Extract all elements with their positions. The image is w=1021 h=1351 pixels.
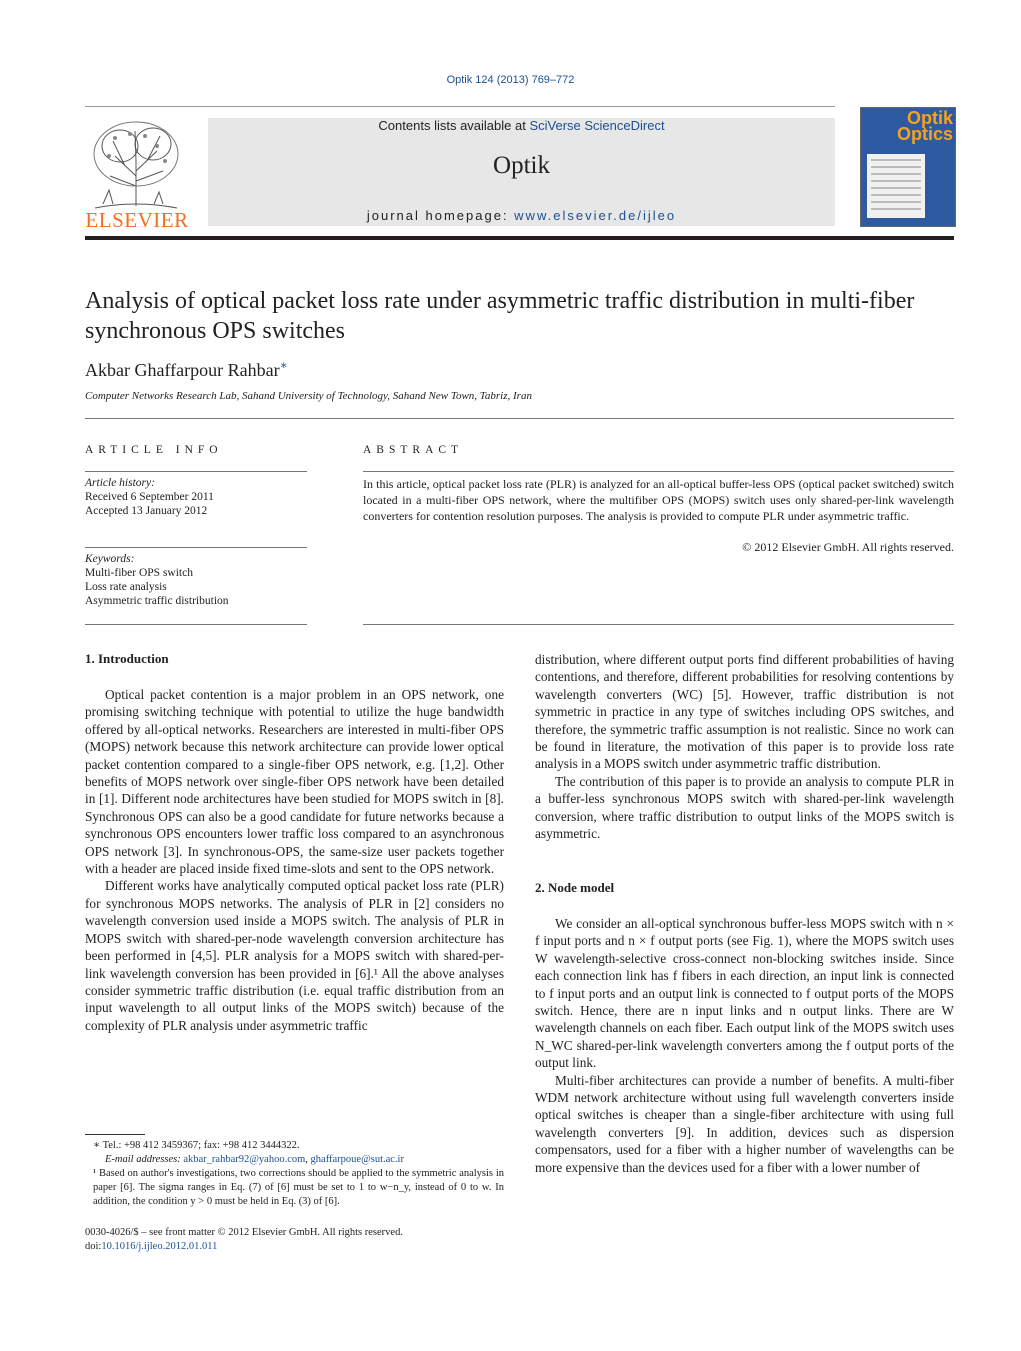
right-column-top	[535, 651, 954, 842]
journal-citation[interactable]: Optik 124 (2013) 769–772	[446, 74, 575, 86]
article-info-rule	[85, 471, 307, 472]
abstract-rule	[363, 471, 954, 472]
footnote-emails: E-mail addresses: akbar_rahbar92@yahoo.com, ghaffarpoue@sut.ac.ir	[105, 1154, 404, 1165]
doi-link[interactable]: 10.1016/j.ijleo.2012.01.011	[101, 1241, 218, 1252]
footnote-rule	[85, 1134, 145, 1135]
header-thick-rule	[85, 236, 954, 240]
footnotes	[85, 1139, 504, 1209]
keyword-item: Multi-fiber OPS switch	[85, 567, 193, 579]
homepage-link[interactable]: www.elsevier.de/ijleo	[514, 208, 677, 223]
contents-available-line: Contents lists available at SciVerse ScienceDirect	[378, 118, 665, 133]
keywords-rule	[85, 547, 307, 548]
abstract-heading: ABSTRACT	[363, 444, 464, 456]
author-affiliation: Computer Networks Research Lab, Sahand University of Technology, Sahand New Town, Tabriz, Iran	[85, 390, 532, 402]
email-link-1[interactable]: akbar_rahbar92@yahoo.com	[183, 1154, 306, 1165]
intro-paragraph-1: Optical packet contention is a major problem in an OPS network, one promising switching technique with potential to utilize the huge bandwidth offered by all-optical networks. Researchers are interested in multi-fiber OPS (MOPS) network because this network architecture can provide lower optical packet contention compared to a single-fiber OPS network, e.g. [1,2]. Other benefits of MOPS network over single-fiber OPS network have been detailed in [1]. Different node architectures have been studied for MOPS switch in [8]. Synchronous OPS can also be a good candidate for future networks because a synchronous OPS encounters lower traffic loss compared to an asynchronous OPS network [3]. In synchronous-OPS, the same-size user packets together with a header are placed inside fixed time-slots and sent to the OPS network.	[85, 687, 504, 877]
author-footnote-mark[interactable]: ∗	[279, 358, 288, 372]
node-model-paragraph-2: Multi-fiber architectures can provide a number of benefits. A multi-fiber WDM network architecture without using full wavelength converters inside optical switches is cheaper than a single-fiber architecture with using full wavelength converters [9]. In addition, devices such as dispersion compensators, used for a fiber with a higher number of wavelengths can be more expensive than the devices used for a fiber with a lower number of	[535, 1072, 954, 1175]
cover-contents-block	[867, 154, 925, 218]
author-name: Akbar Ghaffarpour Rahbar	[85, 360, 280, 380]
right-column-bottom	[535, 915, 954, 1176]
abstract-copyright: © 2012 Elsevier GmbH. All rights reserved.	[742, 540, 954, 554]
email-link-2[interactable]: ghaffarpoue@sut.ac.ir	[310, 1154, 404, 1165]
issn-line: 0030-4026/$ – see front matter © 2012 Elsevier GmbH. All rights reserved.	[85, 1227, 403, 1238]
accepted-date: Accepted 13 January 2012	[85, 505, 208, 517]
elsevier-logo-text: ELSEVIER	[85, 208, 189, 232]
article-info-heading: ARTICLE INFO	[85, 444, 223, 456]
info-bottom-rule	[85, 624, 307, 625]
footnote-1: ¹ Based on author's investigations, two corrections should be applied to the symmetric analysis in paper [6]. The sigma ranges in Eq. (7) of [6] must be set to 1 to w−n_y, instead of 0 to w. In addition, the condition y > 0 must be held in Eq. (3) of [6].	[93, 1168, 504, 1207]
front-matter	[85, 1226, 504, 1254]
header-rule	[85, 106, 835, 107]
article-title: Analysis of optical packet loss rate under asymmetric traffic distribution in multi-fiber synchronous OPS switches	[85, 288, 915, 344]
journal-name: Optik	[493, 152, 550, 179]
received-date: Received 6 September 2011	[85, 491, 214, 503]
footnote-contact: ∗ Tel.: +98 412 3459367; fax: +98 412 3444322.	[93, 1140, 300, 1151]
intro-paragraph-3: distribution, where different output ports find different probabilities of having contentions, and therefore, different probabilities for resolving contentions by wavelength converters (WC) [5]. However, traffic distribution is not symmetric in practice in any type of switches including OPS switches, and therefore, the symmetric traffic assumption is not realistic. Since no work can be found in literature, the motivation of this paper is to provide loss rate analysis in a MOPS switch under asymmetric traffic distribution.	[535, 652, 954, 772]
section-1-heading: 1. Introduction	[85, 651, 169, 666]
title-rule	[85, 418, 954, 419]
journal-homepage-line: journal homepage: www.elsevier.de/ijleo	[366, 208, 677, 223]
intro-paragraph-4: The contribution of this paper is to provide an analysis to compute PLR in a buffer-less synchronous MOPS switch with shared-per-link wavelength conversion, where traffic distribution to output links of the MOPS switch is asymmetric.	[535, 773, 954, 842]
journal-cover-thumbnail[interactable]	[860, 107, 956, 227]
abstract-bottom-rule	[363, 624, 954, 625]
keyword-item: Loss rate analysis	[85, 581, 167, 593]
keyword-item: Asymmetric traffic distribution	[85, 595, 229, 607]
abstract-text: In this article, optical packet loss rate (PLR) is analyzed for an all-optical buffer-less OPS (optical packet switched) switch located in a multi-fiber OPS network, where the multifiber OPS (MOPS) switch uses only shared-per-link wavelength converters for contention resolution purposes. The analysis is provided to compute PLR under asymmetric traffic.	[363, 477, 954, 523]
doi-line: doi:10.1016/j.ijleo.2012.01.011	[85, 1241, 218, 1252]
sciencedirect-link[interactable]: SciVerse ScienceDirect	[529, 118, 665, 133]
intro-paragraph-2: Different works have analytically computed optical packet loss rate (PLR) for synchronous MOPS networks. The analysis of PLR in [2] considers no wavelength conversion used inside a MOPS switch. The analysis of PLR in MOPS switch with shared-per-node wavelength conversion architecture has been performed in [4,5]. PLR analysis for a MOPS switch with shared-per-link wavelength conversion has been provided in [6].¹ All the above analyses consider symmetric traffic distribution (i.e. equal traffic distribution from an input wavelength to all output links of the MOPS switch) because of the complexity of PLR analysis under asymmetric traffic	[85, 878, 504, 1033]
keywords-block: Keywords: Multi-fiber OPS switch Loss rate analysis Asymmetric traffic distribution	[85, 552, 307, 608]
left-column	[85, 686, 504, 1034]
author-line	[85, 358, 288, 381]
section-2-heading: 2. Node model	[535, 880, 615, 895]
article-history: Article history: Received 6 September 2011 Accepted 13 January 2012	[85, 476, 307, 518]
node-model-paragraph-1: We consider an all-optical synchronous buffer-less MOPS switch with n × f input ports and n × f output ports (see Fig. 1), where the MOPS switch uses W wavelength-selective cross-connect non-blocking switches inside. Since each connection link has f fibers in each direction, an input link is connected to f input ports and an output link is connected to f output ports of the MOPS switch. Hence, there are n input links and n output links. There are W wavelength channels on each fiber. Each output link of the MOPS switch uses N_WC shared-per-link wavelength converters among the f output ports of the output link.	[535, 916, 954, 1071]
cover-title: Optik Optics	[896, 108, 953, 144]
